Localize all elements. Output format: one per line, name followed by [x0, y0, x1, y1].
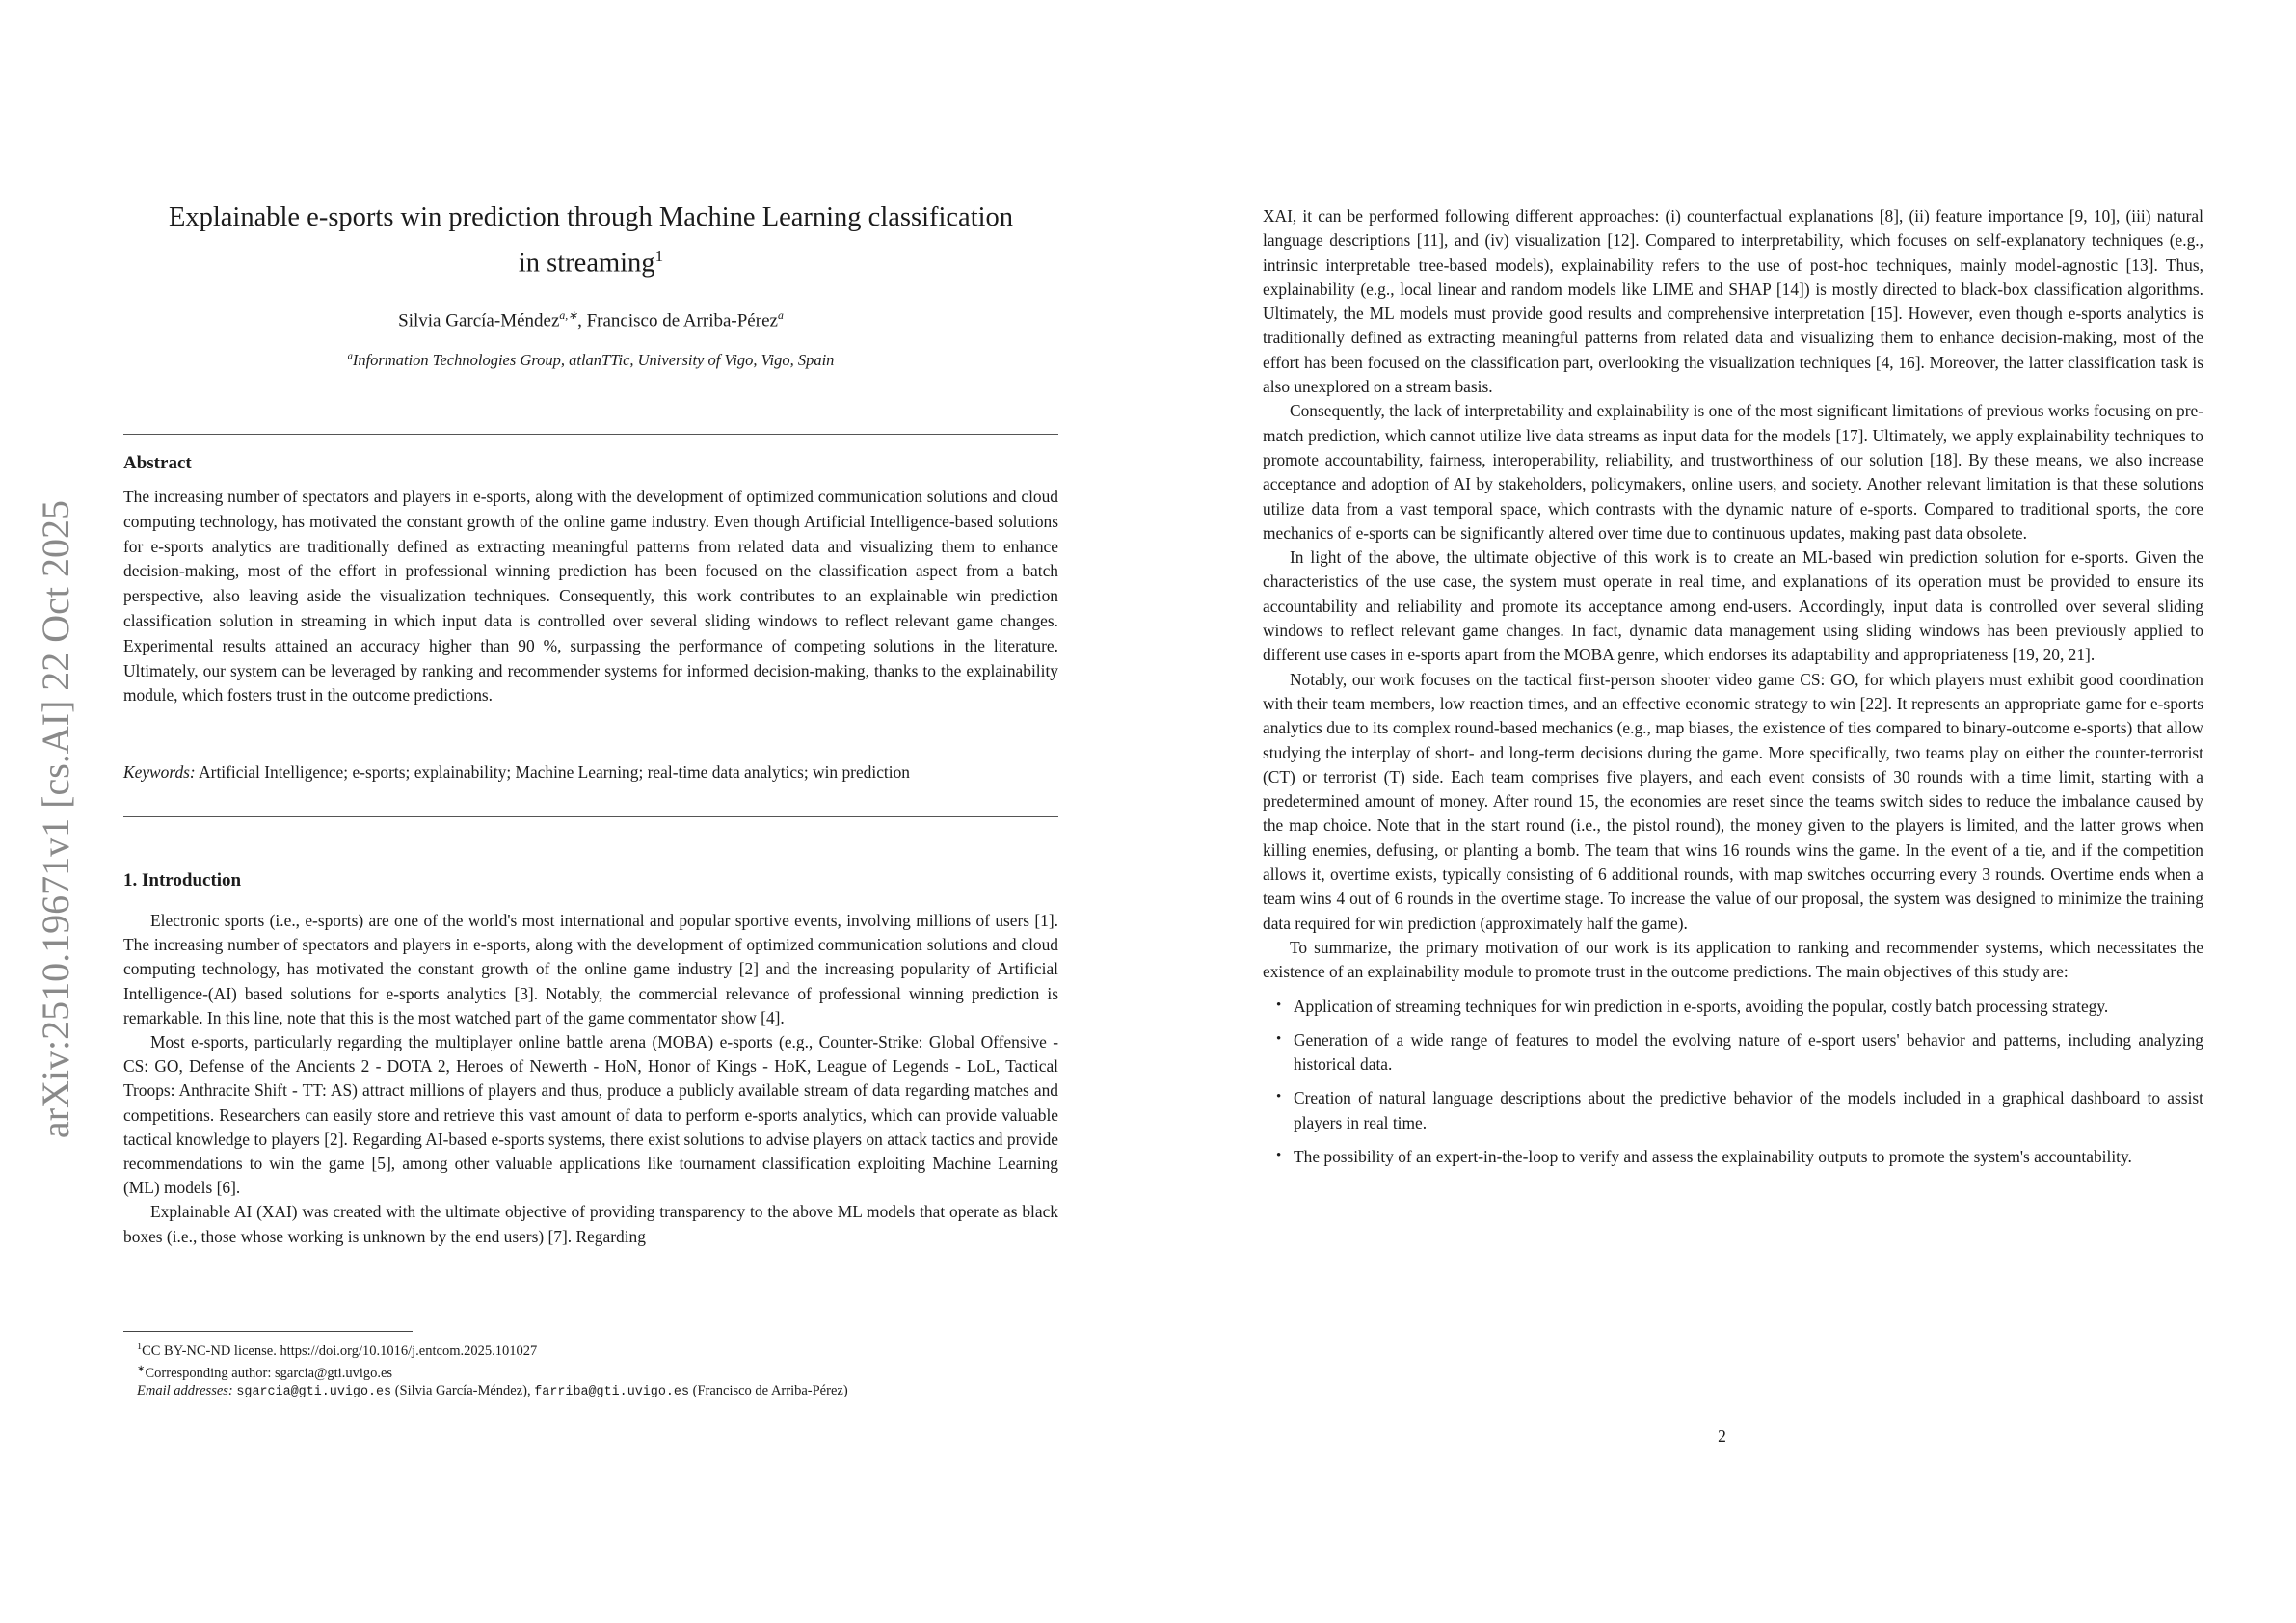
objectives-list [1263, 995, 2203, 1170]
title-footnote-mark: 1 [654, 247, 664, 265]
affiliation-text: Information Technologies Group, atlanTTic, University of Vigo, Vigo, Spain [352, 351, 835, 369]
intro-paragraph-1: Electronic sports (i.e., e-sports) are one of the world's most international and popular sportive events, involving millions of users [1]. The increasing number of spectators and players in e-sports, along with the development of optimized communication solutions and cloud computing technology, has motivated the constant growth of the online game industry [2] and the increasing popularity of Artificial Intelligence-(AI) based solutions for e-sports analytics [3]. Notably, the commercial relevance of professional winning prediction is remarkable. In this line, note that this is the most watched part of the game commentator show [4]. [123, 911, 1058, 1027]
arxiv-watermark: arXiv:2510.19671v1 [cs.AI] 22 Oct 2025 [34, 499, 77, 1139]
affiliation-mark: a [347, 351, 353, 362]
body-paragraph-continuation: XAI, it can be performed following different approaches: (i) counterfactual explanations [8], (ii) feature importance [9, 10], (iii) natural language descriptions [11], and (iv) visualization [12]. Compared to interpretability, which focuses on self-explanatory techniques (e.g., intrinsic interpretable tree-based models), explainability refers to the use of post-hoc techniques, mainly model-agnostic [13]. Thus, explainability (e.g., local linear and random models like LIME and SHAP [14]) is mostly directed to black-box classification algorithms. Ultimately, the ML models must provide good results and comprehensive interpretation [15]. However, even though e-sports analytics is traditionally defined as extracting meaningful patterns from related data and visualizing them to enhance decision-making, most of the effort has been focused on the classification part, overlooking the visualization techniques [4, 16]. Moreover, the latter classification task is also unexplored on a stream basis. [1263, 206, 2203, 397]
author-2-affil-mark: a [777, 309, 784, 322]
author-separator: , [577, 310, 587, 332]
author-2: Francisco de Arriba-Pérez [586, 310, 778, 332]
abstract-bottom-rule [123, 816, 1058, 817]
body-paragraph-5: To summarize, the primary motivation of our work is its application to ranking and recommender systems, which necessitates the existence of an explainability module to promote trust in the outcome predictions. The main objectives of this study are: [1263, 937, 2203, 982]
footnote-emails [123, 1382, 1058, 1402]
objective-2-text: Generation of a wide range of features to model the evolving nature of e-sport users' behavior and patterns, including analyzing historical data. [1294, 1029, 2203, 1075]
list-item [1263, 1086, 2203, 1135]
body-paragraph-3: In light of the above, the ultimate objective of this work is to create an ML-based win prediction solution for e-sports. Given the characteristics of the use case, the system must operate in real time, and explanations of its operation must be provided to ensure its accountability and reliability and promote its acceptance among end-users. Accordingly, input data is controlled over several sliding windows to reflect relevant game changes. In fact, dynamic data management using sliding windows has been previously applied to different use cases in e-sports apart from the MOBA genre, which endorses its adaptability and appropriateness [19, 20, 21]. [1263, 547, 2203, 665]
abstract-top-rule [123, 434, 1058, 435]
email-2-owner: (Francisco de Arriba-Pérez) [688, 1383, 848, 1399]
footnote-star-mark: ∗ [137, 1363, 146, 1374]
footnote-license [123, 1339, 1058, 1361]
title-line2: in streaming [518, 248, 655, 279]
bullet-icon: • [1276, 997, 1282, 1013]
introduction-text [123, 909, 1058, 1249]
footnote-corresponding-author [123, 1361, 1058, 1383]
section-heading-introduction: 1. Introduction [123, 870, 242, 891]
list-item [1263, 1028, 2203, 1078]
keywords-text: Artificial Intelligence; e-sports; explainability; Machine Learning; real-time data analytics; win prediction [199, 762, 910, 782]
email-link-2[interactable]: farriba@gti.uvigo.es [534, 1385, 689, 1400]
paper-title [123, 199, 1058, 283]
intro-paragraph-2: Most e-sports, particularly regarding the multiplayer online battle arena (MOBA) e-sports (e.g., Counter-Strike: Global Offensive - CS: GO, Defense of the Ancients 2 - DOTA 2, Heroes of Newerth - HoN, Honor of Kings - HoK, League of Legends - LoL, Tactical Troops: Anthracite Shift - TT: AS) attract millions of players and thus, produce a publicly available stream of data regarding matches and competitions. Researchers can easily store and retrieve this vast amount of data to perform e-sports analytics, which can provide valuable tactical knowledge to players [2]. Regarding AI-based e-sports systems, there exist solutions to advise players on attack tactics and provide recommendations to win the game [5], among other valuable applications like tournament classification exploiting Machine Learning (ML) models [6]. [123, 1032, 1058, 1198]
footnote-license-text: CC BY-NC-ND license. [142, 1343, 280, 1359]
objective-1-text: Application of streaming techniques for win prediction in e-sports, avoiding the popular, costly batch processing strategy. [1294, 996, 2109, 1016]
keywords-line [123, 760, 1058, 785]
page-2 [1148, 0, 2296, 1623]
doi-link[interactable]: https://doi.org/10.1016/j.entcom.2025.101027 [280, 1343, 538, 1359]
author-1-affil-mark: a,∗ [559, 309, 578, 322]
bullet-icon: • [1276, 1147, 1282, 1163]
bullet-icon: • [1276, 1030, 1282, 1047]
footnote-1-mark: 1 [137, 1342, 143, 1352]
abstract-heading: Abstract [123, 453, 192, 473]
body-paragraph-2: Consequently, the lack of interpretability and explainability is one of the most significant limitations of previous works focusing on pre-match prediction, which cannot utilize live data streams as input data for the models [17]. Ultimately, we apply explainability techniques to promote accountability, fairness, interoperability, reliability, and trustworthiness of our solution [18]. By these means, we also increase acceptance and adoption of AI by stakeholders, policymakers, online users, and society. Another relevant limitation is that these solutions utilize data from a vast temporal space, which contrasts with the dynamic nature of e-sports. Compared to traditional sports, the core mechanics of e-sports can be significantly altered over time due to continuous updates, making past data obsolete. [1263, 401, 2203, 543]
page-number: 2 [1718, 1426, 1726, 1446]
list-item [1263, 995, 2203, 1019]
objective-4-text: The possibility of an expert-in-the-loop to verify and assess the explainability outputs to promote the system's accountability. [1294, 1146, 2132, 1166]
email-addresses-label: Email addresses: [137, 1383, 233, 1399]
affiliation-line [123, 351, 1058, 370]
intro-paragraph-3: Explainable AI (XAI) was created with the ultimate objective of providing transparency to the above ML models that operate as black boxes (i.e., those whose working is unknown by the end users) [7]. Regarding [123, 1202, 1058, 1246]
keywords-label: Keywords: [123, 762, 196, 782]
body-paragraph-4: Notably, our work focuses on the tactical first-person shooter video game CS: GO, for which players must exhibit good coordination with their team members, low reaction times, and an effective economic strategy to win [22]. It represents an appropriate game for e-sports analytics due to its complex round-based mechanics (e.g., map biases, the existence of ties compared to binary-outcome e-sports) that allow studying the interplay of short- and long-term decisions during the game. More specifically, two teams play on either the counter-terrorist (CT) or terrorist (T) side. Each team comprises five players, and each event consists of 30 rounds with a time limit, starting with a predetermined amount of money. After round 15, the economies are reset since the teams switch sides to reduce the imbalance caused by the map choice. Note that in the start round (i.e., the pistol round), the money given to the players is limited, and the latter grows when killing enemies, defusing, or planting a bomb. The team that wins 16 rounds wins the game. In the event of a tie, and if the competition allows it, overtime exists, typically consisting of 6 additional rounds, with map switches occurring every 3 rounds. Overtime ends when a team wins 4 out of 6 rounds in the overtime stage. To increase the value of our proposal, the system was designed to minimize the training data required for win prediction (approximately half the game). [1263, 669, 2203, 933]
title-line1: Explainable e-sports win prediction through Machine Learning classification [168, 202, 1014, 232]
footnote-block [123, 1331, 1058, 1402]
corresponding-author-text: Corresponding author: sgarcia@gti.uvigo.es [145, 1365, 393, 1381]
author-1: Silvia García-Méndez [398, 310, 560, 332]
objective-3-text: Creation of natural language descriptions about the predictive behavior of the models included in a graphical dashboard to assist players in real time. [1294, 1088, 2203, 1132]
list-item [1263, 1145, 2203, 1169]
abstract-body: The increasing number of spectators and players in e-sports, along with the development of optimized communication solutions and cloud computing technology, has motivated the constant growth of the online game industry. Even though Artificial Intelligence-based solutions for e-sports analytics are traditionally defined as extracting meaningful patterns from related data and visualizing them to enhance decision-making, most of the effort in professional winning prediction has been focused on the classification aspect from a batch perspective, also leaving aside the visualization techniques. Consequently, this work contributes to an explainable win prediction classification solution in streaming in which input data is controlled over several sliding windows to reflect relevant game changes. Experimental results attained an accuracy higher than 90 %, surpassing the performance of competing solutions in the literature. Ultimately, our system can be leveraged by ranking and recommender systems for informed decision-making, thanks to the explainability module, which fosters trust in the outcome predictions. [123, 487, 1058, 705]
email-link-1[interactable]: sgarcia@gti.uvigo.es [236, 1385, 392, 1400]
page-2-text [1263, 204, 2203, 1169]
footnote-rule [123, 1331, 413, 1332]
email-1-owner: (Silvia García-Méndez), [391, 1383, 535, 1399]
bullet-icon: • [1276, 1089, 1282, 1105]
authors-line [123, 308, 1058, 332]
